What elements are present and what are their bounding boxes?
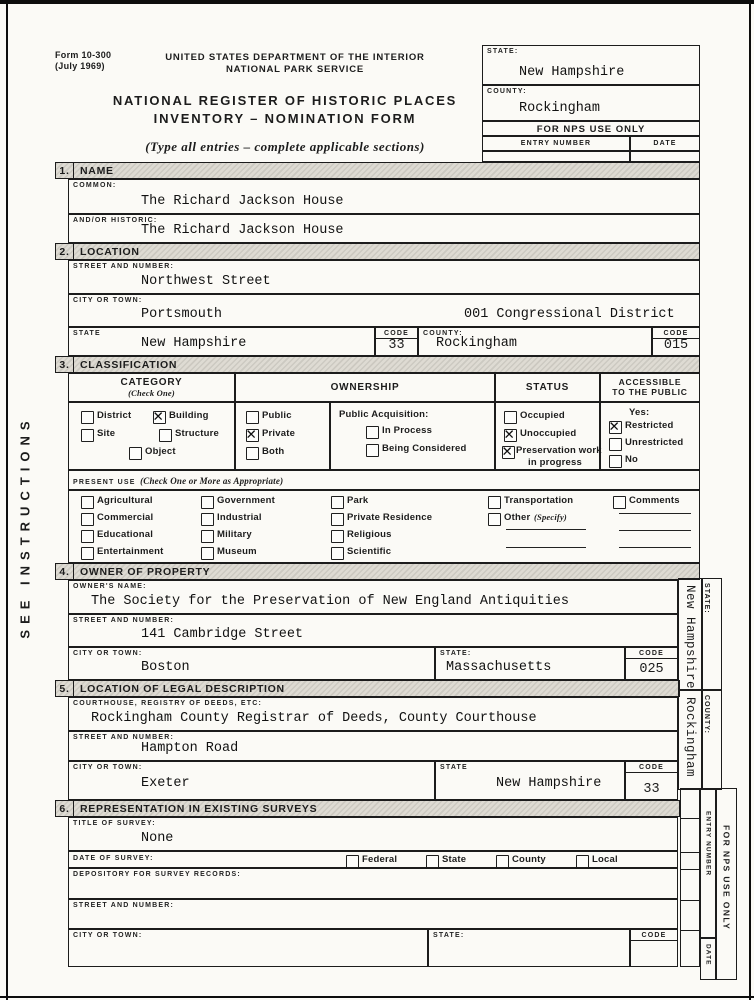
comments-blank-line[interactable] [619,530,691,531]
checkbox-site-label: Site [97,428,116,439]
npsbox-state-cell [482,45,700,85]
common-name-label: COMMON: [73,182,117,189]
checkbox-occupied-label: Occupied [520,410,565,421]
checkbox-industrial[interactable] [201,513,214,526]
checkbox-museum-label: Museum [217,546,257,557]
margin-state-value: New Hampshire [683,585,697,690]
section-6-number: 6. [56,801,74,816]
field-survey-code[interactable] [630,929,678,967]
page-edge-left [6,0,8,1000]
checkbox-district[interactable] [81,411,94,424]
checkbox-unoccupied-label: Unoccupied [520,428,577,439]
section-2-title: LOCATION [80,245,140,258]
checkbox-religious[interactable] [331,530,344,543]
field-survey-state[interactable] [428,929,630,967]
field-owner-name [68,580,678,614]
survey-title-value[interactable]: None [141,831,174,846]
checkbox-other-label: Other [504,512,531,523]
field-survey-city[interactable] [68,929,428,967]
field-city [68,294,700,327]
checkbox-county-label: County [512,854,546,865]
depository-label: DEPOSITORY FOR SURVEY RECORDS: [73,871,241,878]
checkbox-industrial-label: Industrial [217,512,262,523]
margin-row-line [681,869,699,870]
npsbox-date-header: DATE [630,136,700,151]
present-use-grid [68,490,700,563]
section-3-number: 3. [56,357,74,372]
status-heading: STATUS [525,382,570,393]
npsbox-entry-number-field[interactable] [482,151,630,162]
checkbox-other-note: (Specify) [534,512,567,522]
form-title-line2: INVENTORY – NOMINATION FORM [153,111,417,126]
checkbox-local-label: Local [592,854,618,865]
section-5-bar [55,680,680,697]
section-1-title: NAME [80,164,114,177]
checkbox-district-label: District [97,410,132,421]
owner-street-label: STREET AND NUMBER: [73,617,175,624]
county-value[interactable]: Rockingham [436,336,518,351]
field-legal-street [68,731,678,761]
margin-county-value-cell [678,690,702,790]
section-6-bar [55,800,680,817]
legal-state-label: STATE [440,764,468,771]
legal-state-value[interactable]: New Hampshire [496,776,602,791]
legal-code-value: 33 [643,782,660,797]
margin-entry-number-cell [700,788,716,938]
checkbox-commercial[interactable] [81,513,94,526]
historic-name-label: AND/OR HISTORIC: [73,217,158,224]
field-owner-state [435,647,625,680]
checkbox-unrestricted-label: Unrestricted [625,437,684,448]
checkbox-preservation-work-label: Preservation work [516,445,602,456]
margin-row-line [681,818,699,819]
checkbox-building-label: Building [169,410,209,421]
acquisition-cell [330,402,495,470]
checkbox-educational[interactable] [81,530,94,543]
checkbox-government[interactable] [201,496,214,509]
section-6-title: REPRESENTATION IN EXISTING SURVEYS [80,802,318,815]
field-legal-city [68,761,435,800]
section-2-bar [55,243,700,260]
survey-title-label: TITLE OF SURVEY: [73,820,156,827]
field-courthouse [68,697,678,731]
npsbox-entry-number-header: ENTRY NUMBER [482,136,630,151]
checkbox-preservation-work[interactable] [502,446,515,459]
owner-city-label: CITY OR TOWN: [73,650,143,657]
other-blank-line[interactable] [506,547,586,548]
checkbox-no[interactable] [609,455,622,468]
courthouse-value[interactable]: Rockingham County Registrar of Deeds, County Courthouse [91,711,537,726]
checkbox-local[interactable] [576,855,589,868]
section-1-number: 1. [56,163,74,178]
field-common-name [68,179,700,214]
section-5-title: LOCATION OF LEGAL DESCRIPTION [80,682,285,695]
legal-street-value[interactable]: Hampton Road [141,741,239,756]
owner-name-label: OWNER'S NAME: [73,583,147,590]
legal-city-label: CITY OR TOWN: [73,764,143,771]
checkbox-state[interactable] [426,855,439,868]
checkbox-entertainment-label: Entertainment [97,546,164,557]
section-4-number: 4. [56,564,74,579]
comments-blank-line[interactable] [619,513,691,514]
margin-row-line [681,852,699,853]
checkbox-occupied[interactable] [504,411,517,424]
checkbox-in-process[interactable] [366,426,379,439]
field-survey-date [68,851,678,868]
checkbox-building[interactable] [153,411,166,424]
npsbox-state-value: New Hampshire [519,65,625,80]
status-checks-cell [495,402,600,470]
checkbox-federal[interactable] [346,855,359,868]
state-code-label: CODE [376,328,417,339]
owner-state-label: STATE: [440,650,472,657]
ownership-header-cell [235,373,495,402]
county-code-label: CODE [653,328,699,339]
checkbox-agricultural-label: Agricultural [97,495,153,506]
survey-street-label: STREET AND NUMBER: [73,902,175,909]
margin-row-line [681,900,699,901]
checkbox-being-considered[interactable] [366,444,379,457]
checkbox-county[interactable] [496,855,509,868]
field-survey-title [68,817,678,851]
checkbox-object[interactable] [129,447,142,460]
field-state [68,327,375,356]
checkbox-unrestricted[interactable] [609,438,622,451]
comments-blank-line[interactable] [619,547,691,548]
checkbox-transportation-label: Transportation [504,495,574,506]
historic-name-value[interactable]: The Richard Jackson House [141,223,344,238]
accessible-yes-label: Yes: [629,407,650,418]
checkbox-commercial-label: Commercial [97,512,154,523]
type-instructions-note: (Type all entries – complete applicable sections) [145,139,425,154]
npsbox-date-field[interactable] [630,151,700,162]
checkbox-other[interactable] [488,513,501,526]
checkbox-scientific[interactable] [331,547,344,560]
checkbox-private-label: Private [262,428,296,439]
category-note: (Check One) [128,388,175,398]
npsbox-county-value: Rockingham [519,101,601,116]
checkbox-restricted-label: Restricted [625,420,674,431]
margin-nps-use-cell [716,788,737,980]
survey-date-label: DATE OF SURVEY: [73,855,154,862]
field-county-code [652,327,700,356]
checkbox-in-process-label: In Process [382,425,433,436]
margin-row-line [681,930,699,931]
section-1-bar [55,162,700,179]
city-value[interactable]: Portsmouth [141,307,223,322]
section-3-title: CLASSIFICATION [80,358,178,371]
checkbox-transportation[interactable] [488,496,501,509]
checkbox-educational-label: Educational [97,529,154,540]
checkbox-comments[interactable] [613,496,626,509]
present-use-header [68,470,700,490]
state-code-value: 33 [388,338,405,353]
margin-date-cell [700,938,716,980]
margin-nps-use-label: FOR NPS USE ONLY [721,825,732,931]
checkbox-preservation-work-label2: in progress [528,457,582,468]
form-number: Form 10-300 [55,50,112,60]
margin-state-value-cell [678,578,702,690]
owner-name-value[interactable]: The Society for the Preservation of New England Antiquities [91,594,569,609]
street-label: STREET AND NUMBER: [73,263,175,270]
owner-city-value[interactable]: Boston [141,660,190,675]
owner-state-value[interactable]: Massachusetts [446,660,552,675]
checkbox-state-label: State [442,854,467,865]
accessible-header-cell [600,373,700,402]
checkbox-park[interactable] [331,496,344,509]
legal-street-label: STREET AND NUMBER: [73,734,175,741]
checkbox-private[interactable] [246,429,259,442]
checkbox-being-considered-label: Being Considered [382,443,467,454]
checkbox-site[interactable] [81,429,94,442]
margin-state-label-cell [702,578,722,690]
street-value[interactable]: Northwest Street [141,274,271,289]
checkbox-agricultural[interactable] [81,496,94,509]
checkbox-public[interactable] [246,411,259,424]
see-instructions-note: SEE INSTRUCTIONS [17,415,33,639]
field-legal-code [625,761,678,800]
other-blank-line[interactable] [506,529,586,530]
checkbox-both-label: Both [262,446,285,457]
checkbox-no-label: No [625,454,639,465]
npsbox-state-label: STATE: [487,48,519,55]
form-title-line1: NATIONAL REGISTER OF HISTORIC PLACES [112,93,458,108]
county-label: COUNTY: [423,330,463,337]
margin-county-value: Rockingham [683,697,697,778]
checkbox-private-residence[interactable] [331,513,344,526]
margin-spacer-column [680,788,700,967]
section-2-number: 2. [56,244,74,259]
checkbox-military-label: Military [217,529,252,540]
common-name-value[interactable]: The Richard Jackson House [141,194,344,209]
category-checks-cell [68,402,235,470]
status-header-cell [495,373,600,402]
field-owner-street [68,614,678,647]
present-use-note: (Check One or More as Appropriate) [140,476,284,486]
agency-line1: UNITED STATES DEPARTMENT OF THE INTERIOR [165,52,425,63]
checkbox-government-label: Government [217,495,275,506]
field-depository[interactable] [68,868,678,899]
section-4-title: OWNER OF PROPERTY [80,565,211,578]
ownership-heading: OWNERSHIP [330,382,400,393]
field-street [68,260,700,294]
page-edge-top [0,0,754,4]
form-number-block [55,50,111,72]
npsbox-use-only: FOR NPS USE ONLY [482,121,700,136]
checkbox-entertainment[interactable] [81,547,94,560]
margin-county-label: COUNTY: [703,695,710,735]
checkbox-object-label: Object [145,446,176,457]
checkbox-unoccupied[interactable] [504,429,517,442]
checkbox-museum[interactable] [201,547,214,560]
owner-code-label: CODE [626,648,677,659]
checkbox-religious-label: Religious [347,529,392,540]
margin-state-label: STATE: [703,583,710,614]
page-edge-bottom [0,996,754,998]
category-heading: CATEGORY [120,377,183,388]
field-state-code [375,327,418,356]
checkbox-private-residence-label: Private Residence [347,512,433,523]
section-5-number: 5. [56,681,74,696]
npsbox-county-label: COUNTY: [487,88,527,95]
survey-city-label: CITY OR TOWN: [73,932,143,939]
field-legal-state [435,761,625,800]
checkbox-both[interactable] [246,447,259,460]
section-3-bar [55,356,700,373]
accessible-checks-cell [600,402,700,470]
accessible-heading-line1: ACCESSIBLE [618,377,682,387]
accessible-heading-line2: TO THE PUBLIC [612,387,688,397]
margin-date-label: DATE [704,944,712,966]
survey-state-label: STATE: [433,932,465,939]
acquisition-label: Public Acquisition: [339,409,429,420]
agency-line2: NATIONAL PARK SERVICE [225,64,365,75]
section-4-bar [55,563,700,580]
checkbox-restricted[interactable] [609,421,622,434]
checkbox-federal-label: Federal [362,854,398,865]
state-value[interactable]: New Hampshire [141,336,247,351]
county-code-value: 015 [663,338,689,353]
city-label: CITY OR TOWN: [73,297,143,304]
field-owner-code [625,647,678,680]
checkbox-scientific-label: Scientific [347,546,392,557]
checkbox-structure[interactable] [159,429,172,442]
checkbox-comments-label: Comments [629,495,680,506]
checkbox-public-label: Public [262,410,292,421]
owner-code-value: 025 [639,662,664,677]
present-use-label: PRESENT USE [73,479,136,486]
survey-code-label: CODE [631,930,677,941]
ownership-checks-cell [235,402,330,470]
margin-county-label-cell [702,690,722,790]
field-owner-city [68,647,435,680]
margin-entry-number-label: ENTRY NUMBER [704,811,712,877]
page-edge-right [749,0,751,1000]
agency-heading [130,52,460,76]
congressional-district-value: 001 Congressional District [464,307,675,322]
owner-street-value[interactable]: 141 Cambridge Street [141,627,304,642]
courthouse-label: COURTHOUSE, REGISTRY OF DEEDS, ETC: [73,700,263,707]
category-header-cell [68,373,235,402]
legal-code-label: CODE [626,762,677,773]
checkbox-structure-label: Structure [175,428,220,439]
form-revision: (July 1969) [55,61,105,71]
state-label: STATE [73,330,101,337]
checkbox-military[interactable] [201,530,214,543]
npsbox-county-cell [482,85,700,121]
field-survey-street[interactable] [68,899,678,929]
legal-city-value[interactable]: Exeter [141,776,190,791]
field-county [418,327,652,356]
checkbox-park-label: Park [347,495,369,506]
field-historic-name [68,214,700,243]
